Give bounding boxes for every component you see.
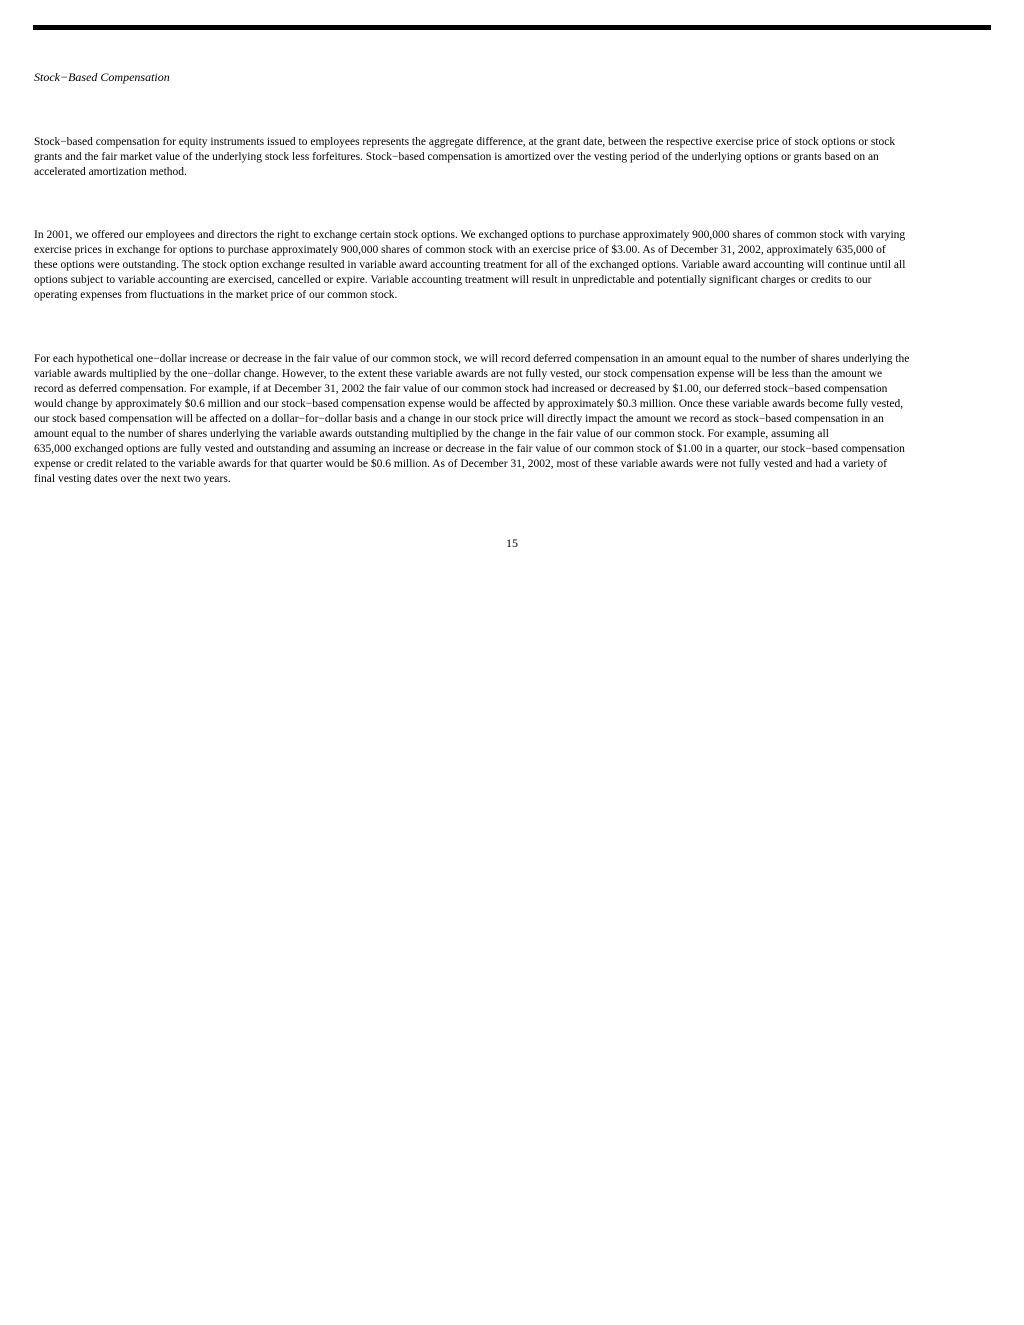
paragraph-line: our stock based compensation will be affected on a dollar−for−dollar basis and a change in our stock price will directly impact the amount we record as stock−based compensation in an [34,413,884,425]
top-horizontal-rule [33,25,991,30]
paragraph-option-exchange [34,228,994,303]
paragraph-line: options subject to variable accounting are exercised, cancelled or expire. Variable accounting treatment will result in unpredictable and potentially significant charges or credits to our [34,274,872,286]
paragraph-line: these options were outstanding. The stock option exchange resulted in variable award accounting treatment for all of the exchanged options. Variable award accounting will continue until all [34,259,906,271]
paragraph-line: final vesting dates over the next two years. [34,473,231,485]
paragraph-line: In 2001, we offered our employees and directors the right to exchange certain stock options. We exchanged options to purchase approximately 900,000 shares of common stock with varying [34,229,906,241]
section-heading: Stock−Based Compensation [34,70,170,84]
paragraph-line: 635,000 exchanged options are fully vested and outstanding and assuming an increase or decrease in the fair value of our common stock of $1.00 in a quarter, our stock−based compensation [34,443,905,455]
paragraph-line: For each hypothetical one−dollar increase or decrease in the fair value of our common stock, we will record deferred compensation in an amount equal to the number of shares underlying the [34,353,910,365]
paragraph-line: expense or credit related to the variable awards for that quarter would be $0.6 million. As of December 31, 2002, most of these variable awards were not fully vested and had a variety of [34,458,887,470]
paragraph-line: variable awards multiplied by the one−dollar change. However, to the extent these variable awards are not fully vested, our stock compensation expense will be less than the amount we [34,368,883,380]
page-number: 15 [506,536,518,550]
paragraph-line: would change by approximately $0.6 million and our stock−based compensation expense would be affected by approximately $0.3 million. Once these variable awards become fully vested, [34,398,904,410]
paragraph-line: Stock−based compensation for equity instruments issued to employees represents the aggregate difference, at the grant date, between the respective exercise price of stock options or stock [34,136,896,148]
paragraph-line: grants and the fair market value of the underlying stock less forfeitures. Stock−based compensation is amortized over the vesting period of the underlying options or grants based on an [34,151,879,163]
paragraph-line: operating expenses from fluctuations in the market price of our common stock. [34,289,398,301]
paragraph-line: record as deferred compensation. For example, if at December 31, 2002 the fair value of our common stock had increased or decreased by $1.00, our deferred stock−based compensation [34,383,888,395]
paragraph-stock-compensation-definition [34,135,994,180]
paragraph-hypothetical-impact [34,352,994,487]
paragraph-line: amount equal to the number of shares underlying the variable awards outstanding multiplied by the change in the fair value of our common stock. For example, assuming all [34,428,829,440]
paragraph-line: exercise prices in exchange for options to purchase approximately 900,000 shares of common stock with an exercise price of $3.00. As of December 31, 2002, approximately 635,000 of [34,244,886,256]
paragraph-line: accelerated amortization method. [34,166,187,178]
